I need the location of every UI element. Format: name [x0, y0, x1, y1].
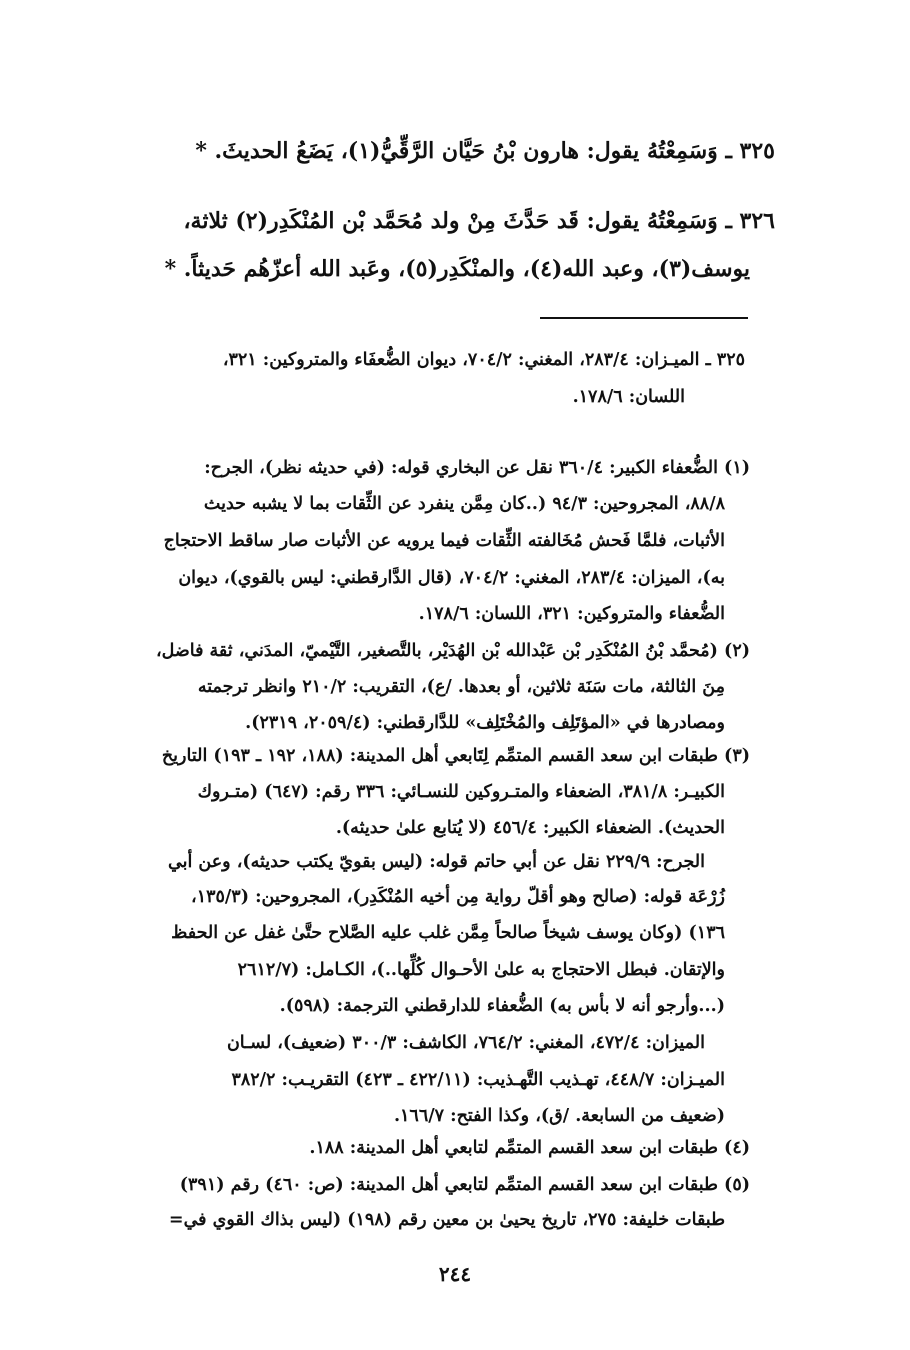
footnote-line: الضُّعفاء والمتروكين: ٣٢١، اللسان: ١٧٨/٦.: [418, 604, 725, 624]
footnote-line: (٥) طبقات ابن سعد القسم المتمِّم لتابعي أهل المدينة: (ص: ٤٦٠) رقم (٣٩١): [179, 1175, 750, 1195]
footnote-line: الحديث). الضعفاء الكبير: ٤٥٦/٤ (لا يُتابع علىٰ حديثه).: [335, 818, 725, 838]
footnote-line: الجرح: ٢٢٩/٩ نقل عن أبي حاتم قوله: (ليس بقويّ يكتب حديثه)، وعن أبي: [168, 852, 705, 872]
footnote-line: الميـزان: ٤٤٨/٧، تهـذيب التَّهـذيب: (٤٢٢/١١ ـ ٤٢٣) التقريـب: ٣٨٢/٢: [231, 1070, 725, 1090]
footnote-line: (٤) طبقات ابن سعد القسم المتمِّم لتابعي أهل المدينة: ١٨٨.: [309, 1138, 750, 1158]
footnote-line: ومصادرها في «المؤتَلِف والمُخْتَلِف» للدَّارقطني: (٢٠٥٩/٤، ٢٣١٩).: [245, 713, 725, 733]
footnote-line: الأثبات، فلمَّا فَحش مُخَالفته الثِّقات فيما يرويه عن الأثبات صار ساقط الاحتجاج: [163, 531, 725, 551]
footnote-line: الميزان: ٤٧٢/٤، المغني: ٧٦٤/٢، الكاشف: ٣٠٠/٣ (ضعيف)، لسـان: [226, 1033, 705, 1053]
footnote-line: (١) الضُّعفاء الكبير: ٣٦٠/٤ نقل عن البخاري قوله: (في حديثه نظر)، الجرح:: [204, 458, 750, 478]
footnote-line: مِنَ الثالثة، مات سَنَة ثلاثين، أو بعدها. /ع)، التقريب: ٢١٠/٢ وانظر ترجمته: [197, 677, 725, 697]
footnote-line: والإتقان. فبطل الاحتجاج به علىٰ الأحـوال كُلِّها..)، الكـامل: (٢٦١٢/٧: [237, 960, 725, 980]
footnote-line: ٨٨/٨، المجروحين: ٩٤/٣ (..كان مِمَّن ينفرد عن الثِّقات بما لا يشبه حديث: [203, 494, 725, 514]
footnote-line: به)، الميزان: ٢٨٣/٤، المغني: ٧٠٤/٢، (قال الدَّارقطني: ليس بالقوي)، ديوان: [178, 568, 725, 588]
footnote-line: ١٣٦) (وكان يوسف شيخاً صالحاً مِمَّن غلب عليه الصَّلاح حتَّىٰ غفل عن الحفظ: [171, 923, 725, 943]
footnote-line: (...وأرجو أنه لا بأس به) الضُّعفاء للدارقطني الترجمة: (٥٩٨).: [279, 996, 725, 1016]
footnote-line: زُرْعَة قوله: (صالح وهو أقلّ رواية مِن أخيه المُنْكَدِر)، المجروحين: (١٣٥/٣،: [191, 887, 725, 907]
footnote-separator: [540, 317, 748, 319]
footnote-line: (ضعيف من السابعة. /ق)، وكذا الفتح: ١٦٦/٧.: [393, 1106, 725, 1126]
footnote-line: (٣) طبقات ابن سعد القسم المتمِّم لِتَابعي أهل المدينة: (١٨٨، ١٩٢ ـ ١٩٣) التاريخ: [161, 746, 750, 766]
entry-326-continued: يوسف(٣)، وعبد الله(٤)، والمنْكَدِر(٥)، وعَبد الله أعزّهُم حَديثاً. *: [164, 256, 750, 282]
page-number: ٢٤٤: [438, 1262, 472, 1286]
footnote-line: الكبيـر: ٣٨١/٨، الضعفاء والمتـروكين للنسـائي: ٣٣٦ رقم: (٦٤٧) (متـروك: [197, 782, 725, 802]
footnote-line: (٢) (مُحمَّد بْنُ المُنْكَدِر بْن عَبْدالله بْن الهُدَيْر، بالتَّصغير، التَّيْميّ، المدَني، ثقة فاضل،: [156, 641, 750, 661]
sources-line: ٣٢٥ ـ الميـزان: ٢٨٣/٤، المغني: ٧٠٤/٢، ديوان الضُّعفَاء والمتروكين: ٣٢١،: [222, 350, 745, 370]
sources-line: اللسان: ١٧٨/٦.: [572, 387, 685, 407]
entry-325: ٣٢٥ ـ وَسَمِعْتُهُ يقول: هارون بْنُ حَيَّان الرَّقِّيُّ(١)، يَضَعُ الحديثَ. *: [195, 138, 775, 164]
entry-326: ٣٢٦ ـ وَسَمِعْتُهُ يقول: قَد حَدَّثَ مِنْ ولد مُحَمَّد بْن المُنْكَدِر(٢) ثلاثة،: [183, 208, 775, 234]
footnote-line: طبقات خليفة: ٢٧٥، تاريخ يحيىٰ بن معين رقم (١٩٨) (ليس بذاك القوي في=: [168, 1210, 725, 1230]
